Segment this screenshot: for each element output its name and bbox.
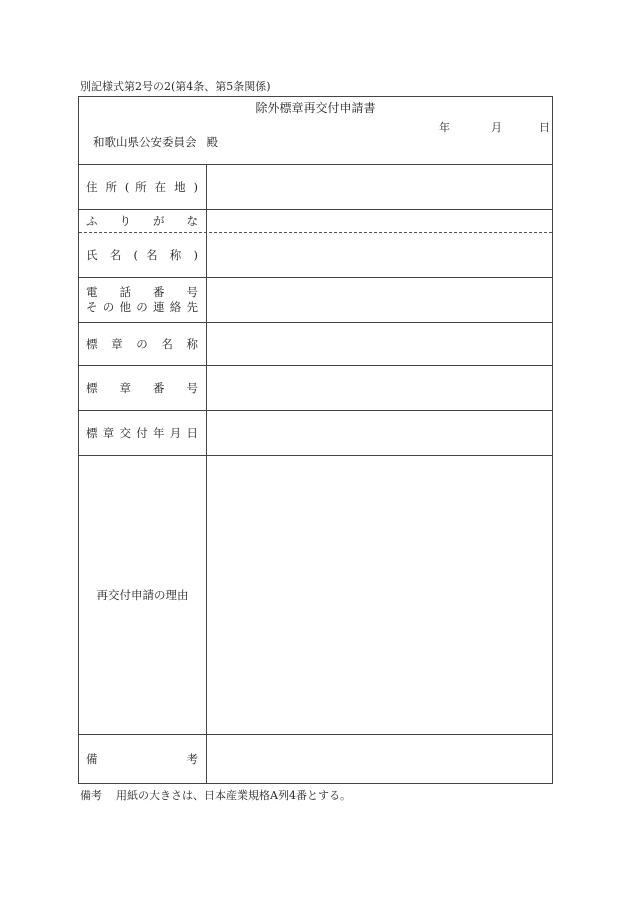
label-line: 電 話 番 号 [86,285,198,299]
badge-name-field[interactable] [207,323,552,365]
footnote-text: 用紙の大きさは、日本産業規格A列4番とする。 [116,789,351,802]
footnote [80,788,351,804]
row-badge-issue-date [79,411,552,456]
date-day-label: 日 [539,121,550,134]
row-label [79,411,207,455]
row-label [79,165,207,209]
addressee [93,134,218,150]
label-line: 再交付申請の理由 [96,587,189,602]
row-badge-number [79,366,552,411]
remarks-field[interactable] [207,735,552,783]
row-label [79,735,207,783]
row-label [79,456,207,734]
label-line: その他の連絡先 [86,300,198,314]
label-line: 標 章 番 号 [86,380,198,395]
form-reference: 別記様式第2号の2(第4条、第5条関係) [80,80,271,93]
row-phone [79,278,552,323]
label-line: 住 所 ( 所 在 地 ) [86,179,198,194]
date-month-label: 月 [491,121,502,134]
label-line: 標章交付年月日 [86,425,198,440]
row-address [79,165,552,210]
row-reissue-reason [79,456,552,735]
form-header [79,97,552,165]
date-line[interactable] [439,119,551,135]
label-line: 標 章 の 名 称 [86,336,198,351]
phone-field[interactable] [207,278,552,322]
addressee-name: 和歌山県公安委員会 [93,135,197,149]
row-badge-name [79,323,552,366]
row-furigana [79,210,552,233]
label-line: ふ り が な [86,213,198,228]
row-name [79,233,552,278]
row-label [79,323,207,365]
row-label [79,233,207,277]
label-line: 備 考 [86,751,198,766]
footnote-head: 備考 [80,789,102,802]
addressee-honorific: 殿 [206,135,218,149]
badge-number-field[interactable] [207,366,552,410]
date-year-label: 年 [439,121,450,134]
row-label [79,366,207,410]
reissue-reason-field[interactable] [207,456,552,734]
form-title: 除外標章再交付申請書 [255,101,376,115]
row-label [79,278,207,322]
application-form-table [78,96,553,784]
badge-issue-date-field[interactable] [207,411,552,455]
address-field[interactable] [207,165,552,209]
row-remarks [79,735,552,783]
label-line: 氏 名 ( 名 称 ) [86,247,198,262]
furigana-field[interactable] [207,210,552,232]
row-label [79,210,207,232]
name-field[interactable] [207,233,552,277]
